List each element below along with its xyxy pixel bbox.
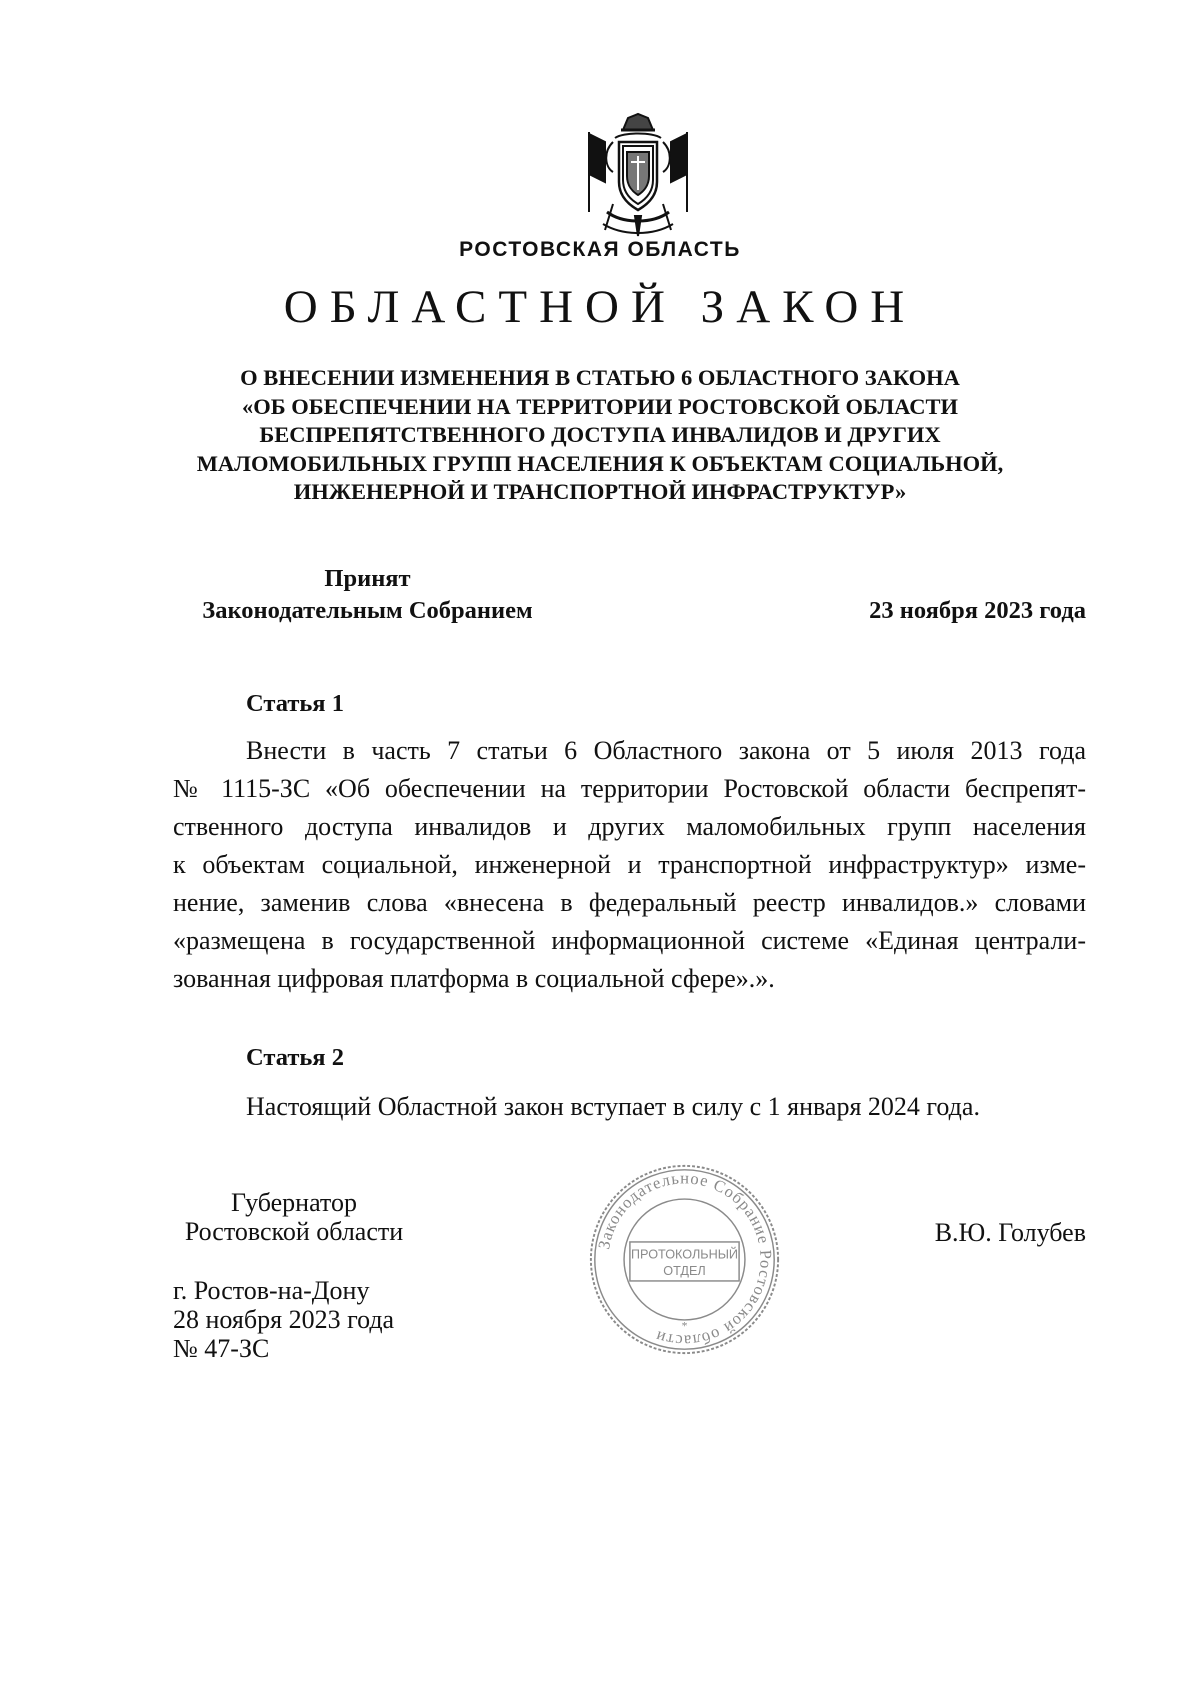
article-1-line: № 1115-ЗС «Об обеспечении на территории Ростовской области беспрепят- [173, 774, 1086, 803]
law-number: № 47-ЗС [173, 1334, 270, 1363]
law-title-line: «ОБ ОБЕСПЕЧЕНИИ НА ТЕРРИТОРИИ РОСТОВСКОЙ ОБЛАСТИ [242, 393, 958, 419]
official-stamp [587, 1162, 782, 1357]
article-1-text [173, 732, 1086, 998]
signing-date: 28 ноября 2023 года [173, 1305, 395, 1334]
article-1-line: зованная цифровая платформа в социальной сфере».». [173, 964, 775, 993]
stamp-inner-line: ПРОТОКОЛЬНЫЙ [630, 1247, 739, 1262]
article-1-line: ственного доступа инвалидов и других маломобильных групп населения [173, 812, 1086, 841]
law-title-line: МАЛОМОБИЛЬНЫХ ГРУПП НАСЕЛЕНИЯ К ОБЪЕКТАМ СОЦИАЛЬНОЙ, [196, 450, 1004, 476]
region-name: РОСТОВСКАЯ ОБЛАСТЬ [459, 238, 741, 261]
adopted-label: Принят [324, 565, 411, 592]
article-1-line: к объектам социальной, инженерной и транспортной инфраструктур» изме- [173, 850, 1086, 879]
article-1-line: «размещена в государственной информационной системе «Единая централи- [173, 926, 1086, 955]
law-title-line: БЕСПРЕПЯТСТВЕННОГО ДОСТУПА ИНВАЛИДОВ И ДРУГИХ [259, 422, 941, 447]
stamp-inner-line: ОТДЕЛ [663, 1264, 706, 1279]
svg-text:*: * [681, 1319, 688, 1333]
adoption-block [170, 563, 565, 627]
stamp-ring-text: Законодательное Собрание Ростовской области [594, 1168, 776, 1351]
governor-title-line: Ростовской области [184, 1217, 404, 1246]
law-title [150, 364, 1050, 507]
place-date-number [173, 1276, 394, 1363]
adopted-by: Законодательным Собранием [202, 597, 533, 624]
document-type: ОБЛАСТНОЙ ЗАКОН [283, 281, 917, 333]
adoption-date: 23 ноября 2023 года [869, 597, 1086, 624]
place-city: г. Ростов-на-Дону [173, 1276, 370, 1305]
article-1-line: нение, заменив слова «внесена в федеральный реестр инвалидов.» словами [173, 888, 1086, 917]
governor-title-line: Губернатор [231, 1188, 357, 1217]
governor-name: В.Ю. Голубев [934, 1218, 1086, 1247]
governor-title [174, 1188, 414, 1246]
article-1-heading: Статья 1 [246, 690, 344, 717]
coat-of-arms-icon [583, 112, 693, 242]
law-title-line: ИНЖЕНЕРНОЙ И ТРАНСПОРТНОЙ ИНФРАСТРУКТУР» [293, 479, 907, 504]
law-title-line: О ВНЕСЕНИИ ИЗМЕНЕНИЯ В СТАТЬЮ 6 ОБЛАСТНОГО ЗАКОНА [240, 365, 960, 390]
article-1-line: Внести в часть 7 статьи 6 Областного закона от 5 июля 2013 года [246, 736, 1086, 765]
article-2-text: Настоящий Областной закон вступает в силу с 1 января 2024 года. [246, 1092, 980, 1121]
article-2-heading: Статья 2 [246, 1044, 344, 1071]
